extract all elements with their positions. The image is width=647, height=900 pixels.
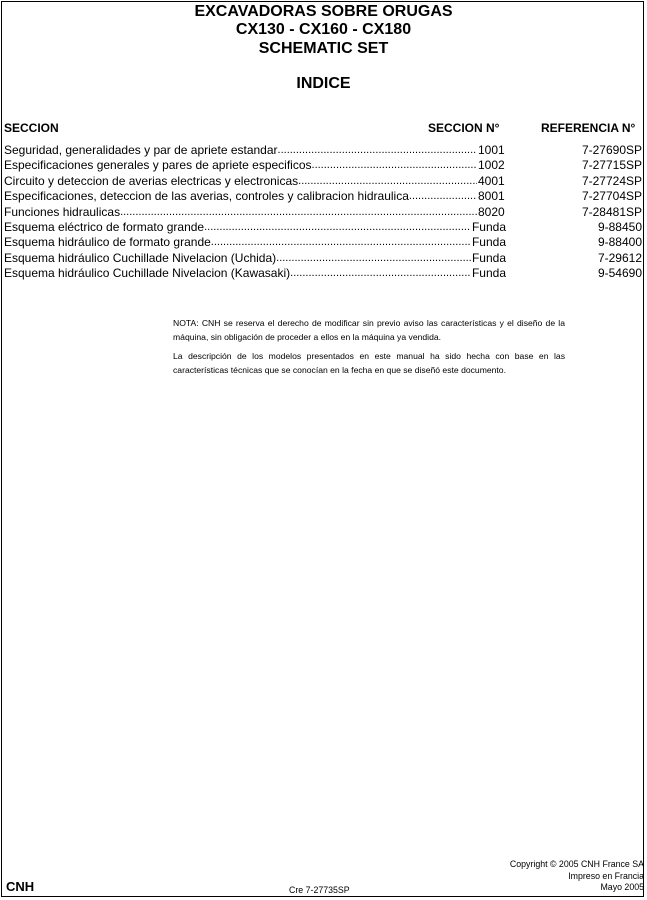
leader-dots — [298, 174, 477, 189]
leader-dots — [211, 235, 471, 250]
row-label: Especificaciones, deteccion de las averias, controles y calibracion hidraulica — [4, 189, 409, 204]
row-reference: 7-29612 — [597, 250, 642, 265]
index-row — [4, 189, 642, 204]
row-section: 4001 — [478, 173, 505, 188]
row-reference: 9-54690 — [597, 266, 642, 281]
row-section: 8020 — [478, 204, 505, 219]
index-row — [4, 174, 642, 189]
disclaimer-note: NOTA: CNH se reserva el derecho de modificar sin previo aviso las características y el diseño de la máquina, sin obligación de proceder a ellos en la máquina ya vendida. — [173, 318, 565, 342]
row-section: 1001 — [478, 143, 505, 157]
row-reference: 7-27704SP — [581, 189, 642, 204]
col-header-section: SECCION — [4, 121, 59, 135]
row-reference: 7-27715SP — [581, 158, 642, 173]
document-code: Cre 7-27735SP — [289, 885, 350, 895]
row-reference: 9-88400 — [597, 235, 642, 250]
description-note: La descripción de los modelos presentados en este manual ha sido hecha con base en las características técnicas que se conocían en la fecha en que se diseñó este documento. — [173, 351, 565, 375]
row-reference: 7-27690SP — [581, 143, 642, 157]
leader-dots — [120, 205, 477, 220]
row-section: Funda — [471, 250, 506, 265]
row-label: Circuito y deteccion de averias electricas y electronicas — [4, 173, 299, 188]
doc-title-set: SCHEMATIC SET — [258, 40, 389, 57]
row-reference: 7-27724SP — [581, 173, 642, 188]
brand-logo-text: CNH — [6, 879, 35, 894]
copyright-text: Copyright © 2005 CNH France SA — [509, 859, 644, 869]
col-header-reference: REFERENCIA N° — [541, 121, 636, 135]
row-label: Seguridad, generalidades y par de apriete estandar — [4, 143, 278, 157]
row-section: Funda — [471, 266, 506, 281]
col-header-section-no: SECCION N° — [428, 121, 500, 135]
index-row — [4, 205, 642, 220]
page-border — [1, 1, 644, 897]
print-date: Mayo 2005 — [600, 882, 644, 892]
row-section: Funda — [471, 235, 506, 250]
index-table — [4, 143, 642, 282]
index-row — [4, 220, 642, 235]
row-section: 1002 — [478, 158, 505, 173]
row-label: Esquema hidráulico Cuchillade Nivelacion (Kawasaki) — [4, 266, 291, 281]
doc-title-line1: EXCAVADORAS SOBRE ORUGAS — [194, 3, 453, 20]
row-label: Funciones hidraulicas — [4, 204, 121, 219]
index-heading: INDICE — [296, 75, 351, 92]
doc-title-models: CX130 - CX160 - CX180 — [235, 21, 412, 38]
row-label: Esquema hidráulico de formato grande — [4, 235, 211, 250]
index-row — [4, 158, 642, 173]
leader-dots — [290, 266, 471, 281]
index-row — [4, 251, 642, 266]
leader-dots — [204, 220, 471, 235]
copyright-block — [510, 859, 644, 894]
leader-dots — [409, 189, 477, 204]
row-section: Funda — [471, 219, 506, 234]
row-section: 8001 — [478, 189, 505, 204]
row-label: Especificaciones generales y pares de apriete especificos — [4, 158, 312, 173]
row-reference: 9-88450 — [597, 219, 642, 234]
printed-in-text: Impreso en Francia — [568, 870, 644, 881]
leader-dots — [278, 143, 477, 158]
leader-dots — [312, 158, 477, 173]
index-row — [4, 143, 642, 158]
row-reference: 7-28481SP — [581, 204, 642, 219]
leader-dots — [276, 251, 471, 266]
index-row — [4, 266, 642, 281]
row-label: Esquema hidráulico Cuchillade Nivelacion (Uchida) — [4, 250, 277, 265]
index-row — [4, 235, 642, 250]
row-label: Esquema eléctrico de formato grande — [4, 219, 205, 234]
